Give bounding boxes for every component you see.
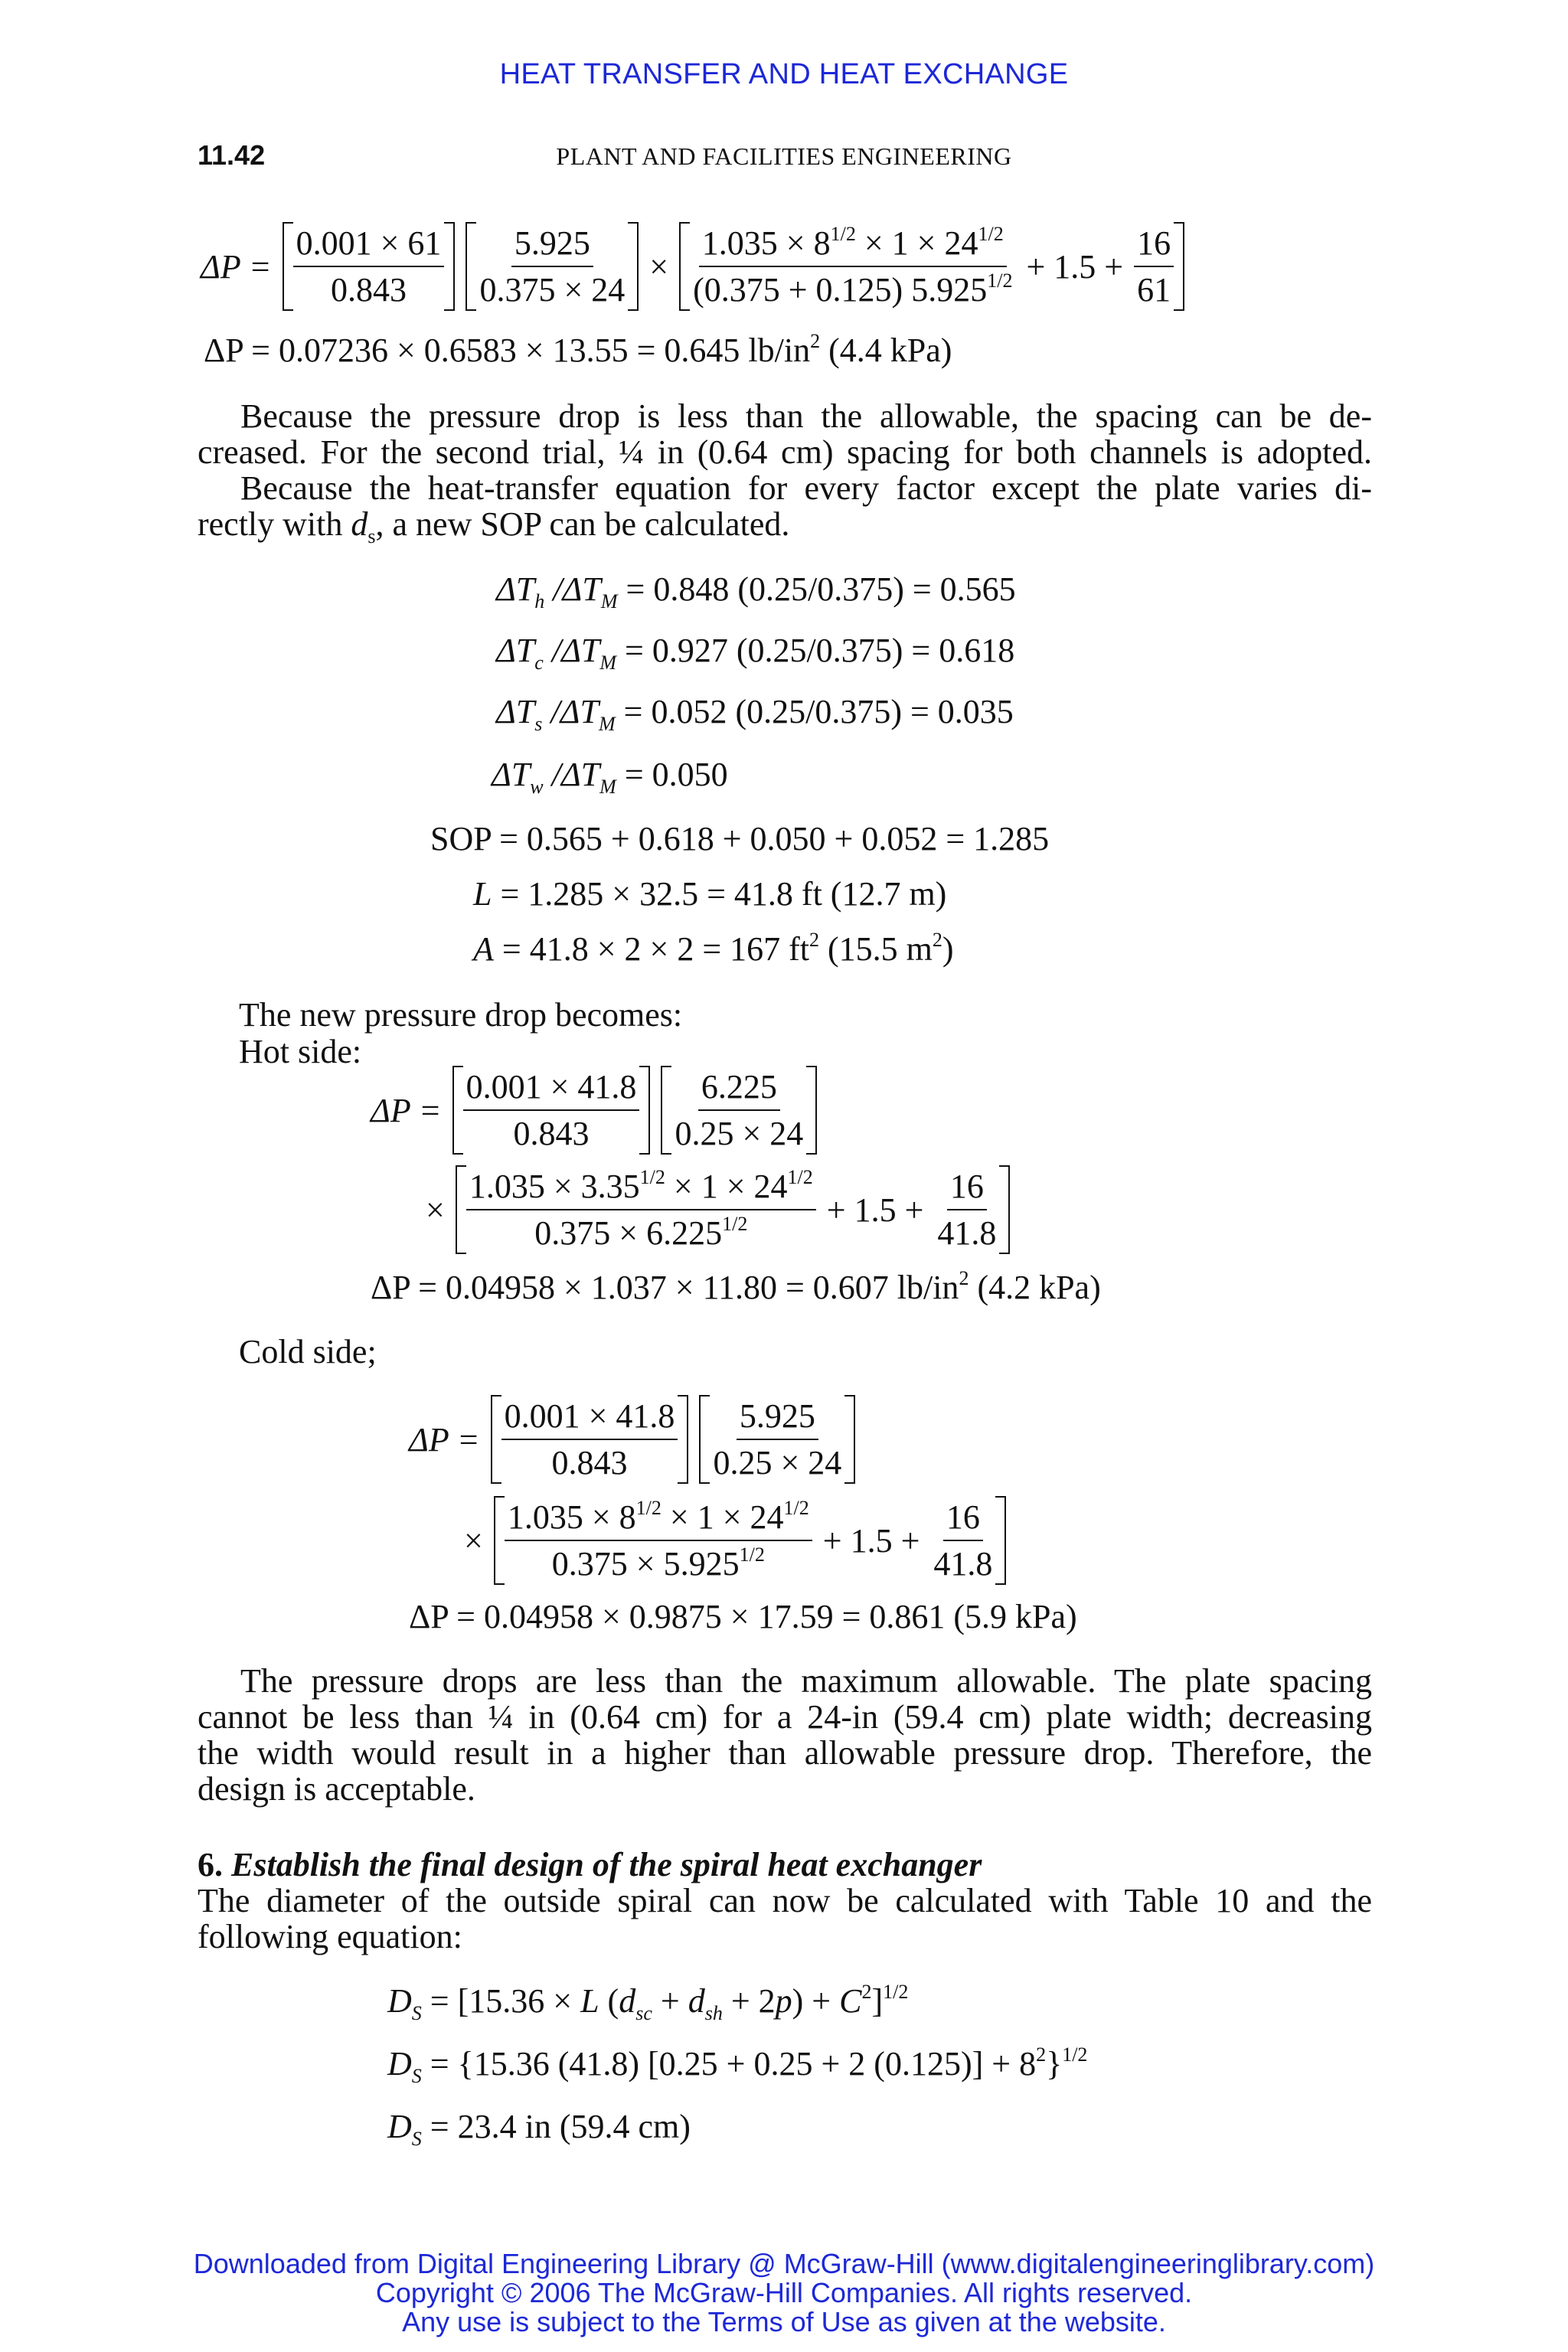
fraction-numerator: $1.035 \times 3.35^{1/2} \times 1 \times 24^{1/2}$ <box>466 1167 816 1210</box>
paragraph-conclusion: The pressure drops are less than the maximum allowable. The plate spacing cannot be less than ¼ in (0.64 cm) for a 24-in (59.4 cm) plate width; decreasing the width would result in a higher than allowable pressure drop. Therefore, the design is acceptable. <box>198 1662 1372 1808</box>
fraction-numerator: 0.001 × 41.8 <box>463 1067 640 1111</box>
step-6-heading: 6. Establish the final design of the spiral heat exchanger <box>198 1846 982 1883</box>
step-6-section: 6. Establish the final design of the spiral heat exchanger The diameter of the outside spiral can now be calculated with Table 10 and the following equation: <box>198 1846 1372 1955</box>
fraction-numerator: 0.001 × 41.8 <box>501 1396 678 1440</box>
times-sign: × <box>649 247 669 286</box>
fraction-denominator: 41.8 <box>933 1545 993 1583</box>
area-equation: A = 41.8 × 2 × 2 = 167 $ft^2$ (15.5 $m^2$) <box>473 929 954 968</box>
cold-side-label: Cold side; <box>239 1333 377 1370</box>
fraction-numerator: 6.225 <box>698 1067 780 1111</box>
fraction-denominator: 41.8 <box>937 1214 997 1252</box>
fraction-numerator: 16 <box>1134 224 1174 267</box>
fraction-denominator: 0.843 <box>513 1115 590 1152</box>
fraction-numerator: 16 <box>947 1167 987 1210</box>
hot-side-label: Hot side: <box>239 1033 362 1070</box>
fraction-denominator: $0.375 \times 5.925^{1/2}$ <box>551 1544 765 1583</box>
ratio-hot: $\Delta T_h$ $/\Delta T_M = 0.848$ (0.25/0.375) = 0.565 <box>496 570 1016 612</box>
fraction-denominator: 0.843 <box>331 271 407 309</box>
running-head: PLANT AND FACILITIES ENGINEERING <box>556 142 1012 170</box>
fraction-denominator: 61 <box>1137 271 1171 309</box>
eq-lhs: ΔP = <box>201 247 272 286</box>
paragraph-second-trial: Because the pressure drop is less than the allowable, the spacing can be de- creased. For the second trial, ¼ in (0.64 cm) spacing for both channels is adopted. Because the heat-transfer equation for every factor except the plate varies di- rectly with $d_s$, a new SOP can be calculated. <box>198 397 1372 547</box>
pressure-drop-equation-1 <box>201 222 1184 311</box>
ds-equation-3: $D_S = 23.4$ in (59.4 cm) <box>387 2108 691 2150</box>
hot-side-result: ΔP = 0.04958 × 1.037 × 11.80 = 0.607 $lb/in^2$ (4.2 kPa) <box>371 1267 1101 1306</box>
fraction-numerator: 0.001 × 61 <box>293 224 445 267</box>
hot-side-equation-row1: ΔP = $\frac{0.001 \times 41.8}{0.843}$ $\frac{6.225}{0.25 \times 24}$ <box>371 1066 817 1155</box>
fraction-denominator: (0.375 + 0.125) $5.925^{1/2}$ <box>693 270 1013 309</box>
cold-side-result: ΔP = 0.04958 × 0.9875 × 17.59 = 0.861 (5.9 kPa) <box>409 1598 1077 1635</box>
fraction-denominator: 0.25 × 24 <box>713 1444 842 1481</box>
pressure-drop-result-1: ΔP = 0.07236 × 0.6583 × 13.55 = 0.645 $lb/in^2$ (4.4 kPa) <box>204 330 952 369</box>
hot-side-equation-row2: × $\frac{1.035 \times 3.35^{1/2} \times 1 \times 24^{1/2}}{0.375 \times 6.225^{1/2}}$ + 1.5 + $\frac{16}{41.8}$ <box>426 1165 1010 1254</box>
new-pressure-drop-intro: The new pressure drop becomes: <box>239 996 683 1034</box>
ds-equation-2: $D_S = \{15.36$ (41.8) [0.25 + 0.25 + 2 $(0.125)] + 8^2\}^{1/2}$ <box>387 2043 1088 2087</box>
fraction-denominator: 0.25 × 24 <box>675 1115 804 1152</box>
book-title-header: HEAT TRANSFER AND HEAT EXCHANGE <box>499 58 1069 90</box>
fraction-denominator: $0.375 \times 6.225^{1/2}$ <box>534 1213 748 1252</box>
fraction-denominator: 0.843 <box>551 1444 628 1481</box>
footer-download-notice: Downloaded from Digital Engineering Library @ McGraw-Hill (www.digitalengineeringlibrary.com) <box>193 2248 1375 2279</box>
ratio-wall: $\Delta T_w$ $/\Delta T_M = 0.050$ <box>492 756 728 798</box>
plus-term: + 1.5 + <box>1026 247 1124 286</box>
cold-side-equation-row2: × $\frac{1.035 \times 8^{1/2} \times 1 \times 24^{1/2}}{0.375 \times 5.925^{1/2}}$ + 1.5 + $\frac{16}{41.8}$ <box>464 1496 1006 1585</box>
fraction-numerator: $1.035 \times 8^{1/2} \times 1 \times 24^{1/2}$ <box>505 1498 812 1541</box>
page-number: 11.42 <box>198 139 266 171</box>
length-equation: L = 1.285 × 32.5 = 41.8 ft (12.7 m) <box>473 875 947 913</box>
footer-terms: Any use is subject to the Terms of Use as given at the website. <box>402 2306 1166 2337</box>
fraction-numerator: 5.925 <box>511 224 593 267</box>
ds-equation-1: $D_S = [15.36 \times L$ $(d_{sc} + d_{sh} + 2p) + C^2]^{1/2}$ <box>387 1981 909 2024</box>
fraction-numerator: 16 <box>943 1498 983 1541</box>
sop-equation: SOP = 0.565 + 0.618 + 0.050 + 0.052 = 1.285 <box>430 820 1050 858</box>
fraction-denominator: 0.375 × 24 <box>479 271 626 309</box>
footer-copyright: Copyright © 2006 The McGraw-Hill Companies. All rights reserved. <box>375 2277 1193 2308</box>
fraction-numerator: 5.925 <box>737 1396 818 1440</box>
ratio-cold: $\Delta T_c$ $/\Delta T_M = 0.927$ (0.25/0.375) = 0.618 <box>496 632 1015 674</box>
ratio-spiral: $\Delta T_s$ $/\Delta T_M = 0.052$ (0.25/0.375) = 0.035 <box>496 693 1014 735</box>
fraction-numerator: $1.035 \times 8^{1/2} \times 1 \times 24^{1/2}$ <box>699 224 1007 267</box>
cold-side-equation-row1: ΔP = $\frac{0.001 \times 41.8}{0.843}$ $\frac{5.925}{0.25 \times 24}$ <box>409 1395 855 1484</box>
